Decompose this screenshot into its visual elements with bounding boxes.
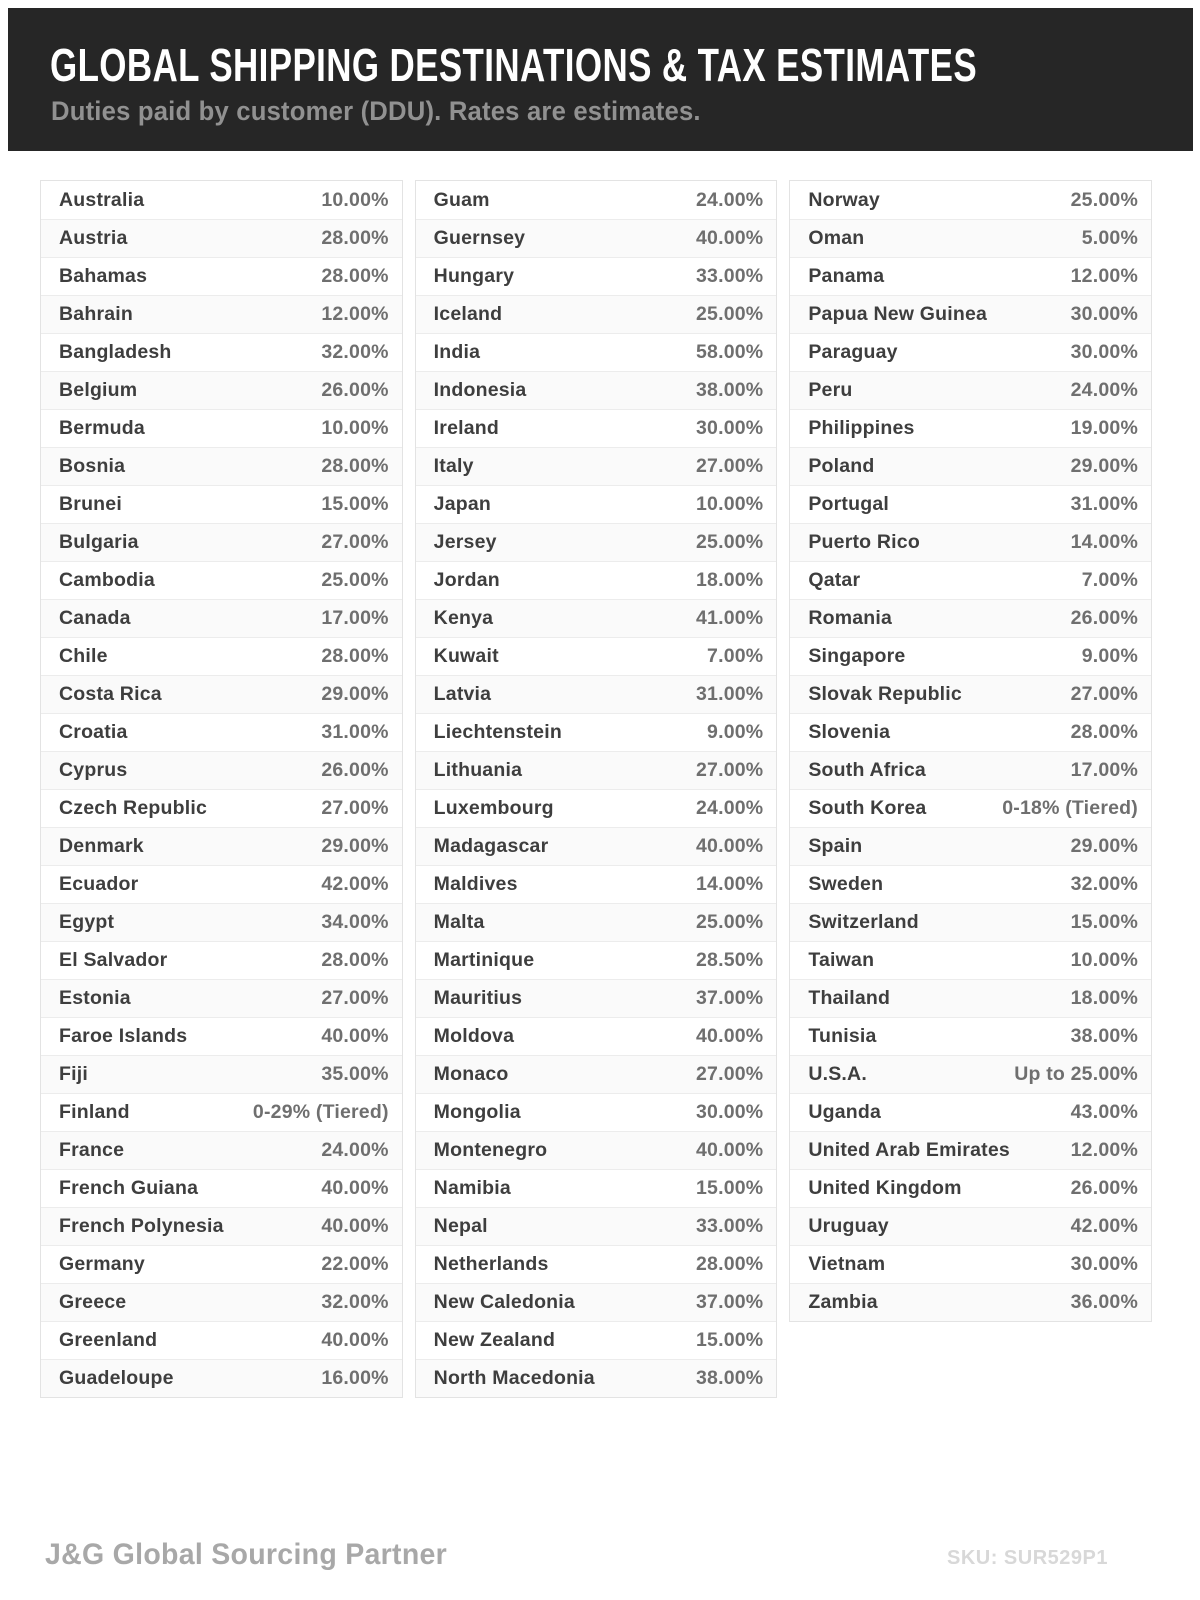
table-row — [41, 1017, 402, 1055]
rate-value: 27.00% — [321, 797, 389, 819]
rate-value: 15.00% — [695, 1177, 764, 1199]
table-row — [416, 485, 777, 523]
table-row — [790, 865, 1151, 903]
country-label: New Caledonia — [433, 1291, 575, 1313]
country-label: Poland — [808, 455, 875, 477]
country-label: Uruguay — [808, 1215, 889, 1237]
rate-value: 28.50% — [695, 949, 764, 971]
table-row — [416, 1017, 777, 1055]
rate-value: 31.00% — [695, 683, 764, 705]
country-label: Kenya — [433, 607, 494, 629]
table-row — [790, 181, 1151, 219]
table-row — [790, 637, 1151, 675]
country-label: Spain — [808, 835, 863, 857]
rate-value: 24.00% — [695, 188, 764, 211]
rate-value: 22.00% — [321, 1253, 389, 1275]
table-row — [416, 257, 777, 295]
rates-table — [40, 180, 1152, 1398]
rate-value: 25.00% — [695, 303, 764, 325]
country-label: Brunei — [59, 493, 122, 515]
table-row — [416, 1055, 777, 1093]
table-row — [416, 903, 777, 941]
rate-value: 37.00% — [695, 987, 764, 1009]
table-row — [416, 561, 777, 599]
rate-value: 16.00% — [321, 1367, 389, 1389]
rate-value: 0-18% (Tiered) — [1002, 797, 1138, 819]
country-label: Papua New Guinea — [808, 303, 988, 325]
table-row — [41, 1321, 402, 1359]
table-row — [790, 333, 1151, 371]
rate-value: 38.00% — [695, 379, 764, 401]
country-label: Slovenia — [808, 721, 891, 743]
rate-value: 17.00% — [1070, 759, 1138, 781]
rate-value: 12.00% — [321, 303, 389, 325]
rate-value: 25.00% — [1070, 188, 1138, 211]
rate-value: 0-29% (Tiered) — [252, 1101, 389, 1123]
rate-value: 28.00% — [321, 227, 389, 249]
rate-value: 27.00% — [1070, 683, 1138, 705]
country-label: Greenland — [59, 1329, 158, 1351]
rate-column — [415, 180, 778, 1398]
rate-value: 41.00% — [695, 607, 764, 629]
country-label: Qatar — [808, 569, 861, 591]
country-label: Mongolia — [433, 1101, 521, 1123]
country-label: Bulgaria — [59, 531, 139, 553]
table-row — [416, 219, 777, 257]
country-label: Italy — [433, 455, 474, 477]
table-row — [790, 561, 1151, 599]
country-label: U.S.A. — [808, 1063, 867, 1085]
rate-value: 12.00% — [1070, 265, 1138, 287]
table-row — [790, 257, 1151, 295]
table-row — [416, 1131, 777, 1169]
rate-value: 27.00% — [695, 455, 764, 477]
rate-value: 42.00% — [321, 873, 389, 895]
rate-value: 10.00% — [695, 493, 764, 515]
country-label: France — [59, 1139, 125, 1161]
rate-value: 42.00% — [1070, 1215, 1138, 1237]
rate-value: 10.00% — [321, 188, 389, 211]
rate-value: 15.00% — [321, 493, 389, 515]
rate-value: 10.00% — [1070, 949, 1138, 971]
country-label: Singapore — [808, 645, 906, 667]
rate-value: 19.00% — [1070, 417, 1138, 439]
country-label: Faroe Islands — [59, 1025, 188, 1047]
rate-column — [789, 180, 1152, 1322]
table-row — [790, 1055, 1151, 1093]
country-label: Lithuania — [433, 759, 523, 781]
country-label: Nepal — [433, 1215, 488, 1237]
country-label: Jersey — [433, 531, 497, 553]
rate-value: 29.00% — [321, 835, 389, 857]
table-row — [41, 333, 402, 371]
rate-value: 12.00% — [1070, 1139, 1138, 1161]
country-label: Czech Republic — [59, 797, 207, 819]
rate-value: 34.00% — [321, 911, 389, 933]
table-row — [41, 181, 402, 219]
country-label: Romania — [808, 607, 893, 629]
country-label: Switzerland — [808, 911, 919, 933]
table-row — [790, 1017, 1151, 1055]
table-row — [41, 1131, 402, 1169]
rate-value: 28.00% — [321, 455, 389, 477]
table-row — [41, 1207, 402, 1245]
rate-value: 26.00% — [1070, 1177, 1138, 1199]
country-label: Norway — [808, 188, 880, 211]
country-label: Belgium — [59, 379, 138, 401]
table-row — [790, 789, 1151, 827]
rate-value: 58.00% — [695, 341, 764, 363]
country-label: French Polynesia — [59, 1215, 224, 1237]
table-row — [41, 941, 402, 979]
rate-value: 27.00% — [695, 759, 764, 781]
table-row — [790, 409, 1151, 447]
country-label: Indonesia — [433, 379, 527, 401]
country-label: Austria — [59, 227, 128, 249]
table-row — [41, 1283, 402, 1321]
country-label: Hungary — [433, 265, 515, 287]
rate-value: 35.00% — [321, 1063, 389, 1085]
country-label: United Kingdom — [808, 1177, 962, 1199]
rate-value: 9.00% — [1081, 645, 1138, 667]
country-label: Slovak Republic — [808, 683, 962, 705]
country-label: Ireland — [433, 417, 499, 439]
table-row — [790, 1093, 1151, 1131]
country-label: Mauritius — [433, 987, 523, 1009]
rate-value: Up to 25.00% — [1014, 1063, 1138, 1085]
rate-value: 7.00% — [707, 645, 764, 667]
table-row — [41, 713, 402, 751]
table-row — [790, 219, 1151, 257]
rate-value: 10.00% — [321, 417, 389, 439]
country-label: Panama — [808, 265, 885, 287]
country-label: Malta — [433, 911, 485, 933]
country-label: Philippines — [808, 417, 915, 439]
rate-value: 14.00% — [695, 873, 764, 895]
table-row — [790, 599, 1151, 637]
rate-value: 30.00% — [695, 417, 764, 439]
rate-value: 40.00% — [321, 1177, 389, 1199]
table-row — [790, 903, 1151, 941]
table-row — [416, 1359, 777, 1397]
country-label: Madagascar — [433, 835, 549, 857]
country-label: Portugal — [808, 493, 890, 515]
table-row — [41, 219, 402, 257]
table-row — [41, 1093, 402, 1131]
table-row — [416, 1093, 777, 1131]
table-row — [416, 523, 777, 561]
table-row — [416, 371, 777, 409]
table-row — [416, 181, 777, 219]
country-label: South Africa — [808, 759, 926, 781]
country-label: Germany — [59, 1253, 145, 1275]
table-row — [41, 1169, 402, 1207]
table-row — [41, 1055, 402, 1093]
rate-column — [40, 180, 403, 1398]
country-label: Tunisia — [808, 1025, 877, 1047]
table-row — [41, 827, 402, 865]
country-label: Bangladesh — [59, 341, 172, 363]
table-row — [416, 447, 777, 485]
rate-value: 18.00% — [695, 569, 764, 591]
table-row — [41, 447, 402, 485]
rate-value: 15.00% — [1070, 911, 1138, 933]
country-label: Bermuda — [59, 417, 145, 439]
table-row — [416, 865, 777, 903]
country-label: Iceland — [433, 303, 503, 325]
table-row — [790, 371, 1151, 409]
rate-value: 28.00% — [321, 645, 389, 667]
table-row — [41, 561, 402, 599]
rate-value: 32.00% — [1070, 873, 1138, 895]
country-label: Uganda — [808, 1101, 882, 1123]
table-row — [41, 675, 402, 713]
country-label: Luxembourg — [433, 797, 554, 819]
table-row — [790, 713, 1151, 751]
rate-value: 28.00% — [321, 949, 389, 971]
rate-value: 27.00% — [321, 531, 389, 553]
table-row — [416, 751, 777, 789]
rate-value: 27.00% — [321, 987, 389, 1009]
rate-value: 30.00% — [695, 1101, 764, 1123]
table-row — [416, 941, 777, 979]
rate-value: 40.00% — [321, 1025, 389, 1047]
table-row — [790, 485, 1151, 523]
country-label: Martinique — [433, 949, 535, 971]
rate-value: 18.00% — [1070, 987, 1138, 1009]
country-label: Finland — [59, 1101, 130, 1123]
country-label: Puerto Rico — [808, 531, 920, 553]
table-row — [41, 903, 402, 941]
country-label: South Korea — [808, 797, 927, 819]
country-label: Netherlands — [433, 1253, 549, 1275]
rate-value: 24.00% — [321, 1139, 389, 1161]
rate-value: 28.00% — [695, 1253, 764, 1275]
rate-value: 29.00% — [321, 683, 389, 705]
table-row — [41, 257, 402, 295]
table-row — [41, 751, 402, 789]
table-row — [416, 713, 777, 751]
country-label: French Guiana — [59, 1177, 199, 1199]
country-label: Latvia — [433, 683, 492, 705]
country-label: Cambodia — [59, 569, 155, 591]
country-label: India — [433, 341, 481, 363]
table-row — [790, 1131, 1151, 1169]
rate-value: 30.00% — [1070, 303, 1138, 325]
footer — [45, 1538, 1108, 1572]
table-row — [416, 409, 777, 447]
country-label: Oman — [808, 227, 865, 249]
table-row — [790, 523, 1151, 561]
table-row — [416, 827, 777, 865]
rate-value: 38.00% — [695, 1367, 764, 1389]
rate-value: 40.00% — [695, 835, 764, 857]
table-row — [790, 295, 1151, 333]
rate-value: 26.00% — [321, 379, 389, 401]
country-label: Bahrain — [59, 303, 134, 325]
rate-value: 28.00% — [321, 265, 389, 287]
table-row — [41, 599, 402, 637]
rate-value: 24.00% — [1070, 379, 1138, 401]
country-label: Maldives — [433, 873, 518, 895]
table-row — [416, 599, 777, 637]
country-label: Taiwan — [808, 949, 875, 971]
country-label: Sweden — [808, 873, 884, 895]
rate-value: 40.00% — [695, 1025, 764, 1047]
table-row — [416, 789, 777, 827]
rate-value: 9.00% — [707, 721, 764, 743]
country-label: Ecuador — [59, 873, 139, 895]
country-label: Bahamas — [59, 265, 148, 287]
rate-value: 29.00% — [1070, 455, 1138, 477]
table-row — [41, 371, 402, 409]
rate-value: 36.00% — [1070, 1291, 1138, 1313]
country-label: Japan — [433, 493, 492, 515]
country-label: Namibia — [433, 1177, 511, 1199]
table-row — [790, 751, 1151, 789]
table-row — [41, 485, 402, 523]
country-label: Costa Rica — [59, 683, 162, 705]
country-label: Australia — [59, 188, 145, 211]
rate-value: 37.00% — [695, 1291, 764, 1313]
country-label: Kuwait — [433, 645, 499, 667]
rate-value: 25.00% — [695, 531, 764, 553]
table-row — [790, 979, 1151, 1017]
country-label: Jordan — [433, 569, 500, 591]
rate-value: 43.00% — [1070, 1101, 1138, 1123]
table-row — [416, 1207, 777, 1245]
rate-value: 30.00% — [1070, 341, 1138, 363]
rate-value: 27.00% — [695, 1063, 764, 1085]
rate-value: 26.00% — [321, 759, 389, 781]
rate-value: 7.00% — [1081, 569, 1138, 591]
table-row — [416, 1283, 777, 1321]
rate-value: 29.00% — [1070, 835, 1138, 857]
table-row — [790, 1169, 1151, 1207]
country-label: Egypt — [59, 911, 115, 933]
page-subtitle: Duties paid by customer (DDU). Rates are estimates. — [51, 96, 701, 126]
country-label: Denmark — [59, 835, 144, 857]
country-label: Chile — [59, 645, 108, 667]
rate-value: 30.00% — [1070, 1253, 1138, 1275]
country-label: Vietnam — [808, 1253, 886, 1275]
rate-value: 31.00% — [1070, 493, 1138, 515]
table-row — [41, 1359, 402, 1397]
country-label: Guam — [433, 188, 490, 211]
table-row — [790, 1283, 1151, 1321]
country-label: Bosnia — [59, 455, 126, 477]
sku-label: SKU: SUR529P1 — [946, 1547, 1108, 1569]
table-row — [416, 675, 777, 713]
rate-value: 26.00% — [1070, 607, 1138, 629]
rate-value: 38.00% — [1070, 1025, 1138, 1047]
table-row — [416, 1169, 777, 1207]
table-row — [41, 295, 402, 333]
rate-value: 5.00% — [1081, 227, 1138, 249]
table-row — [41, 637, 402, 675]
table-row — [790, 1245, 1151, 1283]
country-label: Zambia — [808, 1291, 878, 1313]
country-label: Paraguay — [808, 341, 898, 363]
country-label: Canada — [59, 607, 131, 629]
country-label: North Macedonia — [433, 1367, 595, 1389]
rate-value: 33.00% — [695, 265, 764, 287]
country-label: Monaco — [433, 1063, 509, 1085]
rate-value: 40.00% — [321, 1215, 389, 1237]
country-label: Cyprus — [59, 759, 128, 781]
rate-value: 15.00% — [695, 1329, 764, 1351]
country-label: Thailand — [808, 987, 891, 1009]
table-row — [416, 333, 777, 371]
table-row — [41, 789, 402, 827]
rate-value: 33.00% — [695, 1215, 764, 1237]
header-banner — [8, 8, 1193, 151]
table-row — [416, 979, 777, 1017]
table-row — [41, 409, 402, 447]
table-row — [416, 295, 777, 333]
country-label: Liechtenstein — [433, 721, 562, 743]
rate-value: 31.00% — [321, 721, 389, 743]
table-row — [41, 979, 402, 1017]
country-label: Moldova — [433, 1025, 515, 1047]
country-label: Estonia — [59, 987, 131, 1009]
country-label: Fiji — [59, 1063, 88, 1085]
table-row — [416, 1321, 777, 1359]
country-label: New Zealand — [433, 1329, 556, 1351]
rate-value: 40.00% — [321, 1329, 389, 1351]
country-label: Guadeloupe — [59, 1367, 174, 1389]
rate-value: 25.00% — [321, 569, 389, 591]
country-label: United Arab Emirates — [808, 1139, 1010, 1161]
rate-value: 40.00% — [695, 1139, 764, 1161]
table-row — [790, 447, 1151, 485]
table-row — [41, 865, 402, 903]
rate-value: 32.00% — [321, 341, 389, 363]
table-row — [790, 675, 1151, 713]
brand-name: J&G Global Sourcing Partner — [45, 1538, 448, 1571]
table-row — [416, 1245, 777, 1283]
country-label: Greece — [59, 1291, 127, 1313]
country-label: Peru — [808, 379, 853, 401]
table-row — [790, 827, 1151, 865]
country-label: El Salvador — [59, 949, 168, 971]
table-row — [416, 637, 777, 675]
rate-value: 28.00% — [1070, 721, 1138, 743]
rate-value: 40.00% — [695, 227, 764, 249]
country-label: Croatia — [59, 721, 128, 743]
rate-value: 25.00% — [695, 911, 764, 933]
table-row — [41, 1245, 402, 1283]
country-label: Montenegro — [433, 1139, 548, 1161]
table-row — [41, 523, 402, 561]
rate-value: 14.00% — [1070, 531, 1138, 553]
rate-value: 32.00% — [321, 1291, 389, 1313]
rate-value: 24.00% — [695, 797, 764, 819]
table-row — [790, 1207, 1151, 1245]
table-row — [790, 941, 1151, 979]
country-label: Guernsey — [433, 227, 526, 249]
page-title: GLOBAL SHIPPING DESTINATIONS & TAX ESTIMATES — [50, 39, 978, 91]
rate-value: 17.00% — [321, 607, 389, 629]
